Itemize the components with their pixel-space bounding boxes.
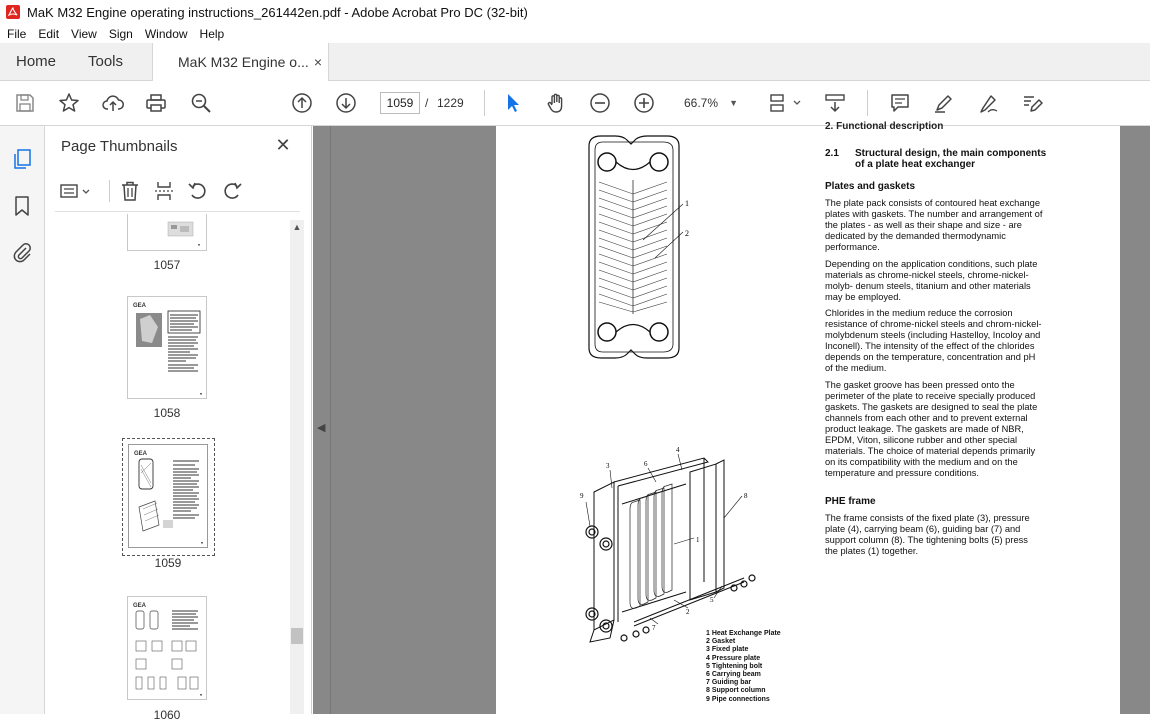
rotate-ccw-icon bbox=[187, 180, 209, 202]
section-title: Structural design, the main components of a plate heat exchanger bbox=[855, 148, 1047, 170]
pages-icon bbox=[11, 148, 33, 170]
comment-icon bbox=[889, 92, 911, 114]
cloud-upload-icon bbox=[102, 92, 124, 114]
scroll-up-arrow-icon[interactable]: ▲ bbox=[292, 222, 302, 232]
thumbnail-preview bbox=[128, 297, 208, 400]
find-zoom-button[interactable] bbox=[189, 91, 213, 115]
thumbnail-scrollbar[interactable] bbox=[290, 220, 304, 714]
zoom-level-select[interactable] bbox=[676, 92, 746, 114]
magnifier-minus-icon bbox=[190, 92, 212, 114]
fig-label: 2 bbox=[686, 608, 690, 616]
legend-item: 5 Tightening bolt bbox=[706, 662, 763, 670]
previous-page-button[interactable] bbox=[290, 91, 314, 115]
edit-document-icon bbox=[1021, 92, 1043, 114]
thumbnail-toolbar-divider bbox=[109, 180, 110, 202]
fig-label: 5 bbox=[710, 596, 714, 604]
trash-icon bbox=[119, 180, 141, 202]
print-button[interactable] bbox=[144, 91, 168, 115]
attachments-toggle[interactable] bbox=[9, 239, 35, 265]
hand-icon bbox=[545, 92, 567, 114]
edit-pdf-button[interactable] bbox=[1020, 91, 1044, 115]
hand-tool-button[interactable] bbox=[544, 91, 568, 115]
zoom-in-button[interactable] bbox=[632, 91, 656, 115]
fig-label: 1 bbox=[696, 536, 700, 544]
toolbar-divider bbox=[867, 90, 868, 116]
pdf-page bbox=[496, 121, 1120, 714]
next-page-button[interactable] bbox=[334, 91, 358, 115]
plus-circle-icon bbox=[633, 92, 655, 114]
chevron-down-icon: ▼ bbox=[729, 98, 738, 108]
page-header-cut: 2. Functional description bbox=[825, 121, 944, 132]
legend-item: 8 Support column bbox=[706, 687, 766, 695]
page-display-button[interactable] bbox=[768, 91, 802, 115]
thumbnail-options-button[interactable] bbox=[59, 178, 95, 204]
heading-plates-gaskets: Plates and gaskets bbox=[825, 181, 916, 192]
tab-document-label: MaK M32 Engine o... bbox=[178, 54, 309, 70]
sign-pen-icon bbox=[977, 92, 999, 114]
page-thumbnail-selected[interactable] bbox=[128, 444, 208, 548]
fill-sign-button[interactable] bbox=[976, 91, 1000, 115]
paragraph: The gasket groove has been pressed onto the perimeter of the plate to receive specially produced gaskets. The gaskets are designed to seal the plate channels from each other and to prevent external product leakage. The gaskets are made of NBR, EPDM, Viton, silicone rubber and other special materials. The choice of material depends primarily on its compatibility with the medium and on the temperature and pressure conditions. bbox=[825, 380, 1038, 478]
bookmark-icon bbox=[11, 195, 33, 217]
svg-text:GEA: GEA bbox=[133, 603, 147, 609]
total-pages: 1229 bbox=[437, 96, 464, 110]
thumbnail-page-number: 1059 bbox=[154, 556, 182, 570]
legend-item: 3 Fixed plate bbox=[706, 646, 749, 654]
printer-icon bbox=[145, 92, 167, 114]
thumbnail-page-number: 1057 bbox=[153, 258, 181, 272]
menu-edit[interactable]: Edit bbox=[38, 26, 60, 41]
split-pages-icon bbox=[153, 180, 175, 202]
fig-label: 6 bbox=[644, 460, 648, 468]
menu-file[interactable]: File bbox=[7, 26, 27, 41]
comment-button[interactable] bbox=[888, 91, 912, 115]
select-tool-button[interactable] bbox=[501, 91, 525, 115]
rotate-right-button[interactable] bbox=[219, 178, 245, 204]
fig-label: 1 bbox=[685, 199, 689, 208]
bookmarks-toggle[interactable] bbox=[9, 193, 35, 219]
scroll-down-icon bbox=[824, 92, 846, 114]
page-thumbnail[interactable] bbox=[127, 214, 207, 251]
panel-close-button[interactable]: ✕ bbox=[275, 135, 291, 155]
panel-splitter[interactable] bbox=[330, 126, 331, 714]
menu-sign[interactable]: Sign bbox=[108, 26, 133, 41]
paragraph: The frame consists of the fixed plate (3), pressure plate (4), carrying beam (6), guiding bar (7) and support column (8). The tightening bolts (5) press the plates (1) together. bbox=[825, 513, 1030, 556]
document-viewport[interactable] bbox=[313, 121, 1150, 714]
paperclip-icon bbox=[11, 241, 33, 263]
arrow-down-circle-icon bbox=[335, 92, 357, 114]
scrollbar-thumb[interactable] bbox=[291, 628, 303, 644]
fig-label: 7 bbox=[652, 624, 656, 632]
title-bar bbox=[0, 0, 1150, 24]
fig-label: 2 bbox=[685, 229, 689, 238]
star-icon bbox=[58, 92, 80, 114]
fig-label: 4 bbox=[676, 446, 680, 454]
tab-close-button[interactable]: × bbox=[313, 54, 322, 70]
menu-window[interactable]: Window bbox=[144, 26, 188, 41]
scroll-mode-button[interactable] bbox=[823, 91, 847, 115]
fig-label: 3 bbox=[606, 462, 610, 470]
thumbnail-page-number: 1060 bbox=[153, 708, 181, 722]
highlighter-pen-icon bbox=[933, 92, 955, 114]
bookmark-star-button[interactable] bbox=[57, 91, 81, 115]
figure-legend bbox=[706, 630, 781, 704]
navigation-rail bbox=[0, 126, 45, 714]
heading-phe-frame: PHE frame bbox=[825, 496, 876, 507]
window-title: MaK M32 Engine operating instructions_261442en.pdf - Adobe Acrobat Pro DC (32-bit) bbox=[27, 4, 528, 20]
legend-item: 7 Guiding bar bbox=[706, 679, 752, 687]
panel-title: Page Thumbnails bbox=[61, 138, 178, 155]
fit-page-icon bbox=[768, 92, 802, 114]
phe-frame-figure bbox=[574, 442, 764, 648]
tab-home[interactable]: Home bbox=[16, 53, 57, 70]
acrobat-app-icon bbox=[6, 5, 20, 19]
page-thumbnails-toggle[interactable] bbox=[9, 146, 35, 172]
toolbar-divider bbox=[484, 90, 485, 116]
save-icon bbox=[14, 92, 36, 114]
thumbnail-list bbox=[45, 214, 290, 722]
zoom-out-button[interactable] bbox=[588, 91, 612, 115]
minus-circle-icon bbox=[589, 92, 611, 114]
save-button[interactable] bbox=[13, 91, 37, 115]
thumbnail-preview bbox=[128, 214, 208, 251]
page-number-input[interactable] bbox=[380, 92, 420, 114]
page-thumbnail[interactable] bbox=[127, 296, 207, 399]
main-toolbar bbox=[0, 81, 1150, 126]
svg-text:GEA: GEA bbox=[134, 451, 148, 457]
paragraph: Depending on the application conditions, such plate materials as chrome-nickel steels, chrome-nickel-molyb- denum steels, titanium and other materials may be employed. bbox=[825, 259, 1038, 302]
fig-label: 9 bbox=[580, 492, 584, 500]
page-thumbnail[interactable] bbox=[127, 596, 207, 700]
rotate-cw-icon bbox=[221, 180, 243, 202]
list-options-icon bbox=[59, 180, 95, 202]
page-separator: / bbox=[425, 96, 429, 110]
share-upload-button[interactable] bbox=[101, 91, 125, 115]
legend-item: 4 Pressure plate bbox=[706, 654, 761, 662]
thumbnail-preview bbox=[129, 445, 209, 549]
highlight-button[interactable] bbox=[932, 91, 956, 115]
menu-bar bbox=[0, 24, 1150, 43]
legend-item: 2 Gasket bbox=[706, 638, 736, 646]
tab-bar bbox=[0, 43, 1150, 81]
collapse-panel-arrow-icon[interactable]: ◀ bbox=[317, 422, 326, 434]
section-number: 2.1 bbox=[825, 148, 839, 159]
tab-document[interactable] bbox=[152, 43, 329, 82]
svg-text:GEA: GEA bbox=[133, 303, 147, 309]
menu-view[interactable]: View bbox=[71, 26, 97, 41]
heat-exchange-plate-figure bbox=[571, 132, 711, 360]
cursor-arrow-icon bbox=[502, 92, 524, 114]
delete-page-button[interactable] bbox=[117, 178, 143, 204]
arrow-up-circle-icon bbox=[291, 92, 313, 114]
extract-pages-button[interactable] bbox=[151, 178, 177, 204]
menu-help[interactable]: Help bbox=[199, 26, 225, 41]
paragraph: The plate pack consists of contoured heat exchange plates with gaskets. The number and arrangement of the plates - as well as their shape and size - are dedicated by the demanded thermodynamic performance. bbox=[825, 198, 1043, 252]
zoom-level-value: 66.7% bbox=[684, 96, 719, 110]
paragraph: Chlorides in the medium reduce the corrosion resistance of chrome-nickel steels and chrom-nickel-molybdenum steels (including Hastelloy, Incoloy and Inconell). The intensity of the effect of the chlorides depends on the temperature, concentration and pH of the medium. bbox=[825, 308, 1042, 373]
page-thumbnails-panel bbox=[45, 126, 312, 722]
thumbnail-toolbar bbox=[55, 172, 300, 212]
legend-item: 6 Carrying beam bbox=[706, 671, 761, 679]
fig-label: 8 bbox=[744, 492, 748, 500]
thumbnail-preview bbox=[128, 597, 208, 701]
legend-item: 9 Pipe connections bbox=[706, 695, 770, 703]
tab-tools[interactable]: Tools bbox=[88, 53, 124, 70]
thumbnail-page-number: 1058 bbox=[153, 406, 181, 420]
legend-item: 1 Heat Exchange Plate bbox=[706, 630, 781, 637]
rotate-left-button[interactable] bbox=[185, 178, 211, 204]
